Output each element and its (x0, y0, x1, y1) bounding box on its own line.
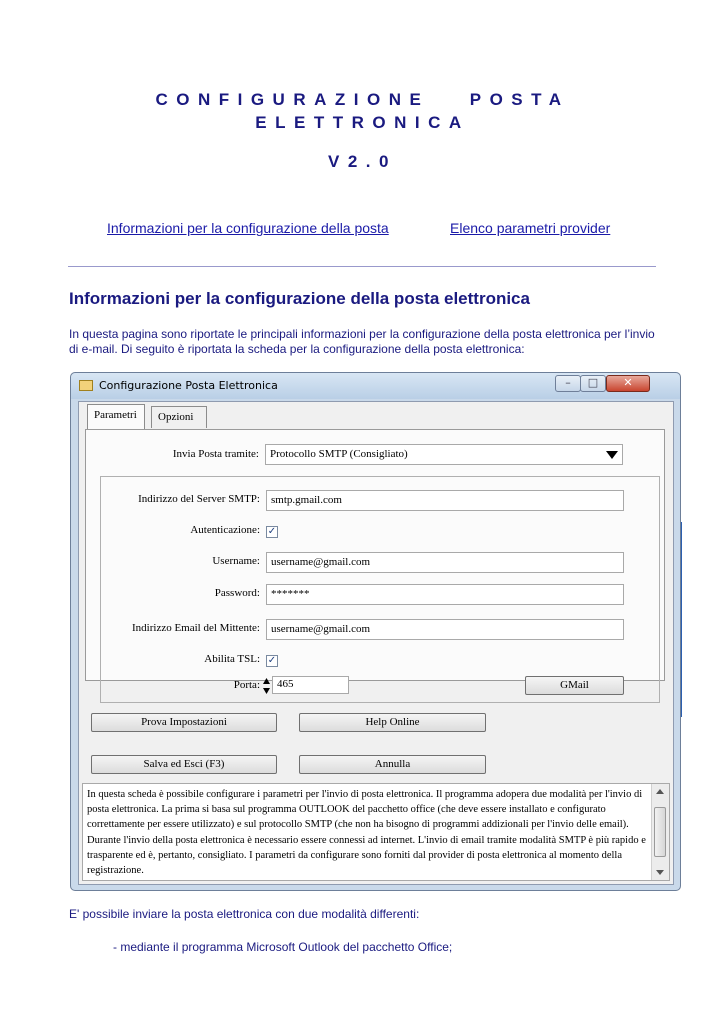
gmail-button[interactable]: GMail (525, 676, 624, 695)
tsl-label: Abilita TSL: (204, 653, 260, 665)
password-label: Password: (214, 587, 260, 599)
port-label: Porta: (233, 679, 260, 691)
modes-paragraph: E' possibile inviare la posta elettronica con due modalità differenti: (69, 907, 420, 921)
bullet-outlook: - mediante il programma Microsoft Outlook del pacchetto Office; (113, 940, 453, 954)
window-titlebar[interactable] (71, 373, 680, 399)
smtp-settings-group (100, 476, 660, 703)
send-via-label: Invia Posta tramite: (172, 448, 259, 460)
send-via-select[interactable] (265, 444, 623, 465)
doc-title-line1: CONFIGURAZIONE POSTA (155, 90, 570, 109)
help-online-button[interactable]: Help Online (299, 713, 486, 732)
close-button[interactable]: ✕ (606, 375, 650, 392)
cancel-button[interactable]: Annulla (299, 755, 486, 774)
minimize-button[interactable]: – (555, 375, 581, 392)
smtp-server-input[interactable]: smtp.gmail.com (266, 490, 624, 511)
dropdown-arrow-icon[interactable] (605, 448, 619, 462)
scroll-thumb[interactable] (654, 807, 666, 857)
description-scrollbar[interactable] (651, 784, 669, 880)
tab-opzioni[interactable]: Opzioni (151, 406, 207, 428)
section-heading: Informazioni per la configurazione della posta elettronica (69, 289, 530, 308)
smtp-server-label: Indirizzo del Server SMTP: (138, 493, 260, 505)
sender-email-label: Indirizzo Email del Mittente: (132, 622, 260, 634)
link-provider-params[interactable]: Elenco parametri provider (450, 220, 611, 236)
window-title: Configurazione Posta Elettronica (99, 379, 278, 392)
link-config-info[interactable]: Informazioni per la configurazione della posta (107, 220, 389, 236)
save-exit-button[interactable]: Salva ed Esci (F3) (91, 755, 277, 774)
auth-checkbox[interactable]: ✓ (267, 526, 277, 537)
port-input[interactable]: 465 (272, 676, 349, 694)
password-input[interactable]: ******* (266, 584, 624, 605)
tsl-checkbox[interactable]: ✓ (267, 655, 277, 666)
send-via-value: Protocollo SMTP (Consigliato) (270, 448, 408, 460)
doc-version: V2.0 (328, 152, 397, 171)
intro-paragraph: In questa pagina sono riportate le principali informazioni per la configurazione della posta elettronica per l’invio di e-mail. Di seguito è riportata la scheda per la configurazione della posta elettronica: (69, 327, 655, 356)
tab-parametri[interactable]: Parametri (87, 404, 145, 430)
sender-email-input[interactable]: username@gmail.com (266, 619, 624, 640)
doc-title-line2: ELETTRONICA (255, 113, 470, 132)
port-spinner-icon[interactable] (263, 677, 270, 695)
username-label: Username: (212, 555, 260, 567)
config-window (70, 372, 681, 891)
envelope-icon (79, 380, 93, 391)
description-textbox[interactable] (82, 783, 670, 881)
tab-panel (85, 429, 665, 691)
scroll-down-icon[interactable] (656, 870, 664, 875)
description-text: In questa scheda è possibile configurare i parametri per l'invio di posta elettronica. Il programma adopera due modalità per l'invio di posta elettronica. La prima si basa sul programma OUTLOOK del pacchetto office (che deve essere installato e configurato correttamente per essere utilizzato) e sul protocollo SMTP (che non ha bisogno di programmi addizionali per l'invio delle email). Durante l'invio della posta elettronica è necessario essere connessi ad internet. L'invio di email tramite modalità SMTP è più rapido e trasparente ed è, pertanto, consigliato. I parametri da configurare sono forniti dal provider di posta elettronica al momento della registrazione. (87, 789, 646, 877)
scroll-up-icon[interactable] (656, 789, 664, 794)
maximize-button[interactable]: □ (580, 375, 606, 392)
auth-label: Autenticazione: (190, 524, 260, 536)
window-client (78, 401, 674, 885)
test-settings-button[interactable]: Prova Impostazioni (91, 713, 277, 732)
username-input[interactable]: username@gmail.com (266, 552, 624, 573)
divider (68, 266, 656, 267)
